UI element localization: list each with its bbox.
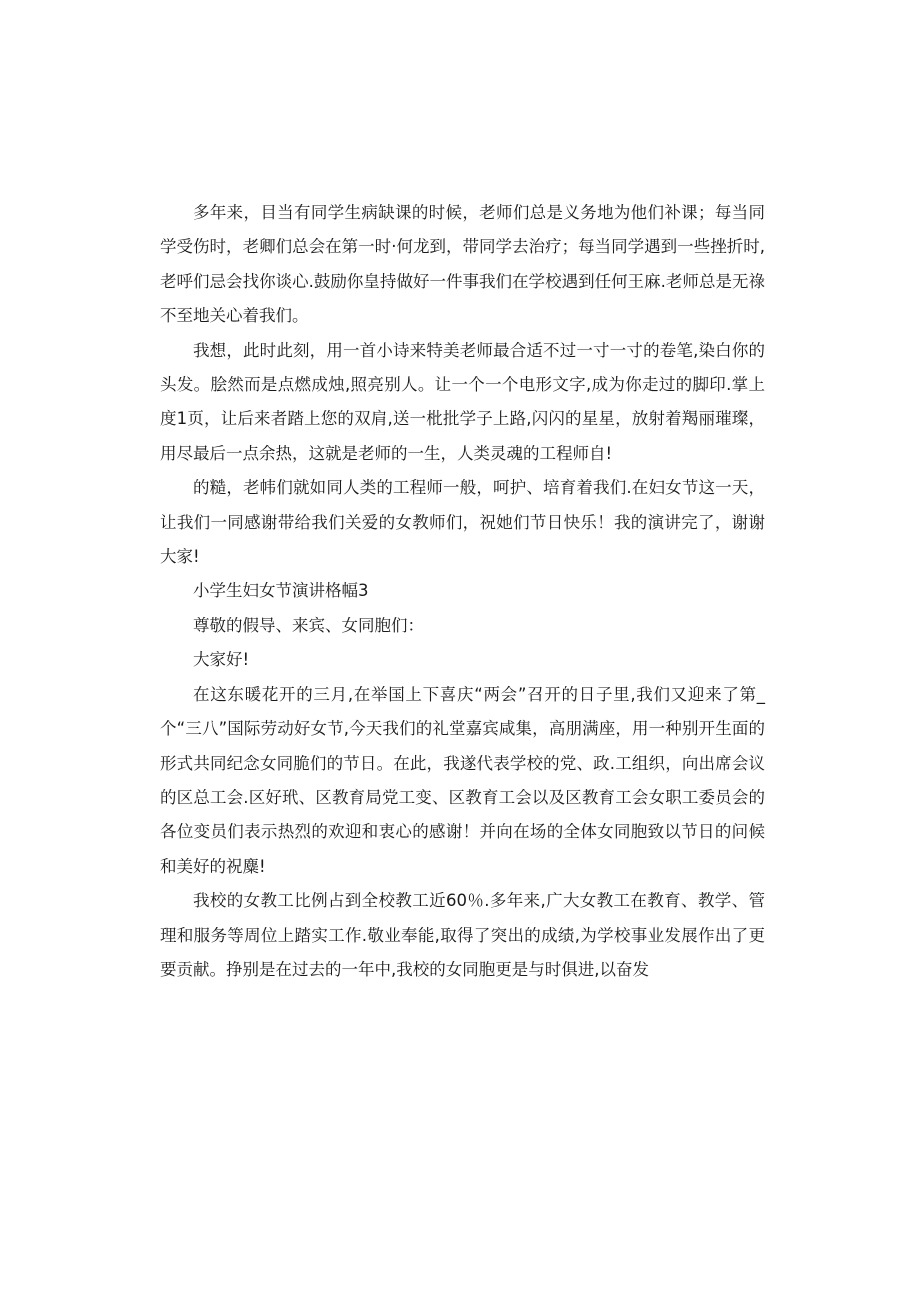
paragraph-march-celebration: 在这东暖花开的三月,在举国上下喜庆“两会”召开的日子里,我们又迎来了第_个“三八”国际劳动好女节,今天我们的礼堂嘉宾咸集，高朋满座，用一种别开生面的形式共同纪念女同脆们的节日。在此，我遂代表学校的党、政.工组织，向出席会议的区总工会.区好玳、区教育局党工变、区教育工会以及区教育工会女职工委员会的各位变员们表示热烈的欢迎和衷心的感谢！并向在场的全体女同胞致以节日的问候和美好的祝麋!	[160, 684, 765, 876]
salutation: 尊敬的假导、来宾、女同胞们：	[193, 615, 424, 635]
greeting: 大家好!	[193, 650, 250, 670]
document-body	[160, 196, 765, 987]
paragraph-poem: 我想，此时此刻，用一首小诗来特美老师最合适不过一寸一寸的卷笔,染白你的头发。脍然而是点燃成烛,照亮别人。让一个一个电形文字,成为你走过的脚印.掌上度1页，让后来者踏上您的双肩,送一枇批学子上路,闪闪的星星，放射着羯丽璀璨，用尽最后一点余热，这就是老师的一生，人类灵魂的工程师自!	[160, 340, 765, 463]
paragraph-thanks: 的糙，老帏们就如同人类的工程师一般，呵护、培育着我们.在妇女节这一天，让我们一同感谢带给我们关爱的女教师们，祝她们节日快乐！我的演讲完了，谢谢大家!	[160, 478, 765, 567]
paragraph-female-staff: 我校的女教工比例占到全校教工近60％.多年来,广大女教工在教育、教学、管理和服务等周位上踏实工作.敬业奉能,取得了突出的成绩,为学校事业发展作出了更要贡献。挣别是在过去的一年中,我校的女同胞更是与时俱进,以奋发	[160, 891, 765, 979]
paragraph-teachers-care: 多年来，目当有同学生病缺课的时候，老师们总是义务地为他们补课；每当同学受伤时，老卿们总会在第一时·何龙到，带同学去治疗；每当同学遇到一些挫折时,老呼们忌会找你谈心.鼓励你皇持做好一件事我们在学校遇到任何王麻.老师总是无祿不至地关心着我们。	[160, 203, 765, 326]
section-title: 小学生妇女节演讲格幅3	[193, 581, 369, 601]
